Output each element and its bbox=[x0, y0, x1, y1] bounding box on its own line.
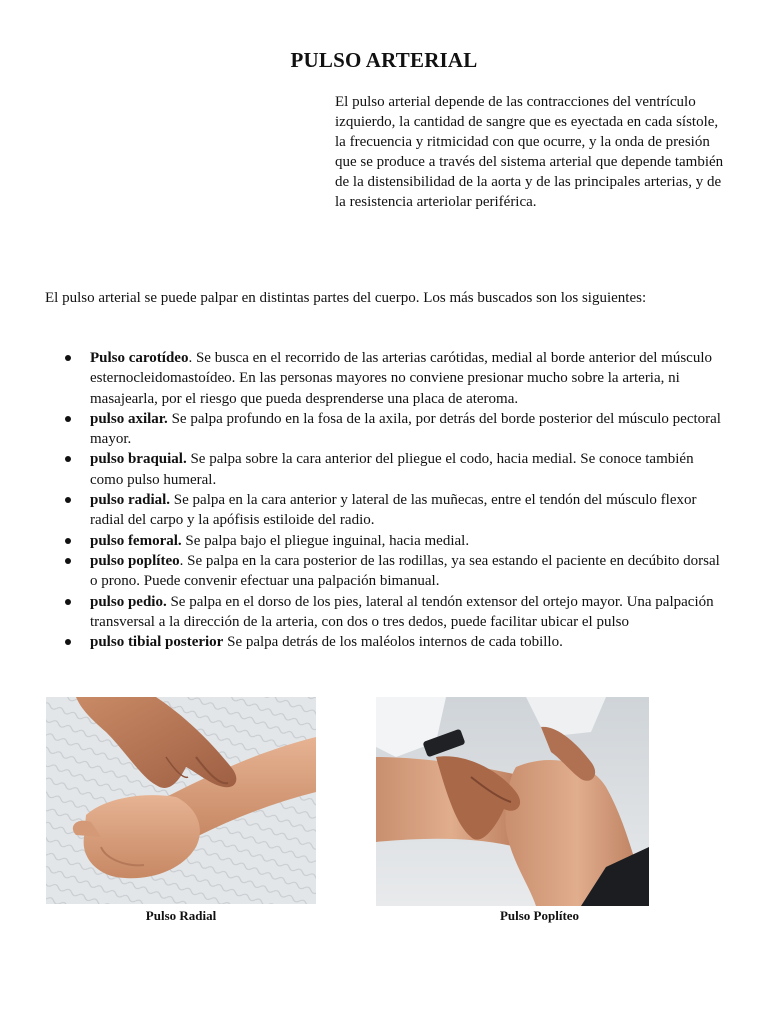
list-item bbox=[45, 592, 725, 633]
radial-pulse-photo bbox=[46, 697, 316, 904]
radial-photo-caption: Pulso Radial bbox=[145, 908, 217, 923]
pulse-description: . Se busca en el recorrido de las arterias carótidas, medial al borde anterior del músculo esternocleidomastoídeo. En las personas mayores no conviene presionar mucho sobre la arteria, ni masajearla, por el riesgo que pueda desprenderse una placa de ateroma. bbox=[90, 350, 713, 407]
pulse-name: pulso femoral. bbox=[90, 532, 182, 549]
list-item bbox=[45, 409, 725, 450]
popliteal-pulse-illustration bbox=[376, 697, 649, 906]
lead-paragraph: El pulso arterial se puede palpar en distintas partes del cuerpo. Los más buscados son los siguientes: bbox=[45, 290, 647, 306]
list-item bbox=[45, 551, 725, 592]
bullet-icon bbox=[65, 599, 71, 605]
pulse-name: pulso radial. bbox=[90, 492, 171, 509]
bullet-icon bbox=[65, 538, 71, 544]
bullet-icon bbox=[65, 497, 71, 503]
bullet-icon bbox=[65, 558, 71, 564]
bullet-icon bbox=[65, 355, 71, 361]
pulse-description: Se palpa en la cara anterior y lateral de las muñecas, entre el tendón del músculo flexor radial del carpo y la apófisis estiloide del radio. bbox=[90, 492, 697, 529]
pulse-name: pulso pedio. bbox=[90, 593, 167, 610]
pulse-name: pulso tibial posterior bbox=[90, 634, 224, 651]
intro-paragraph: El pulso arterial depende de las contracciones del ventrículo izquierdo, la cantidad de sangre que es eyectada en cada sístole, la frecuencia y ritmicidad con que ocurre, y la onda de presión que se produce a través del sistema arterial que depende también de la distensibilidad de la aorta y de las principales arterias, y de la resistencia arteriolar periférica. bbox=[335, 94, 724, 210]
document-title: PULSO ARTERIAL bbox=[290, 48, 478, 72]
popliteal-pulse-photo bbox=[376, 697, 649, 906]
pulse-description: . Se palpa en la cara posterior de las rodillas, ya sea estando el paciente en decúbito dorsal o prono. Puede convenir efectuar una palpación bimanual. bbox=[90, 552, 720, 590]
pulse-description: Se palpa detrás de los maléolos internos de cada tobillo. bbox=[223, 634, 563, 651]
pulse-description: Se palpa bajo el pliegue inguinal, hacia medial. bbox=[181, 532, 470, 549]
list-item bbox=[45, 531, 725, 551]
pulse-name: Pulso carotídeo bbox=[90, 350, 189, 366]
pulse-description: Se palpa sobre la cara anterior del pliegue el codo, hacia medial. Se conoce también como pulso humeral. bbox=[90, 451, 694, 488]
bullet-icon bbox=[65, 456, 71, 462]
list-item bbox=[45, 348, 725, 409]
pulse-description: Se palpa profundo en la fosa de la axila, por detrás del borde posterior del músculo pectoral mayor. bbox=[90, 410, 721, 448]
list-item bbox=[45, 632, 725, 652]
list-item bbox=[45, 449, 725, 490]
pulse-list bbox=[45, 348, 725, 652]
radial-pulse-illustration bbox=[46, 697, 316, 904]
pulse-description: Se palpa en el dorso de los pies, lateral al tendón extensor del ortejo mayor. Una palpación transversal a la dirección de la arteria, con dos o tres dedos, puede facilitar ubicar el pulso bbox=[90, 593, 714, 630]
list-item bbox=[45, 490, 725, 531]
bullet-icon bbox=[65, 639, 71, 645]
pulse-name: pulso braquial. bbox=[90, 451, 187, 468]
pulse-name: pulso poplíteo bbox=[90, 552, 180, 569]
bullet-icon bbox=[65, 416, 71, 422]
popliteal-photo-caption: Pulso Poplíteo bbox=[499, 908, 580, 923]
pulse-name: pulso axilar. bbox=[90, 410, 168, 427]
